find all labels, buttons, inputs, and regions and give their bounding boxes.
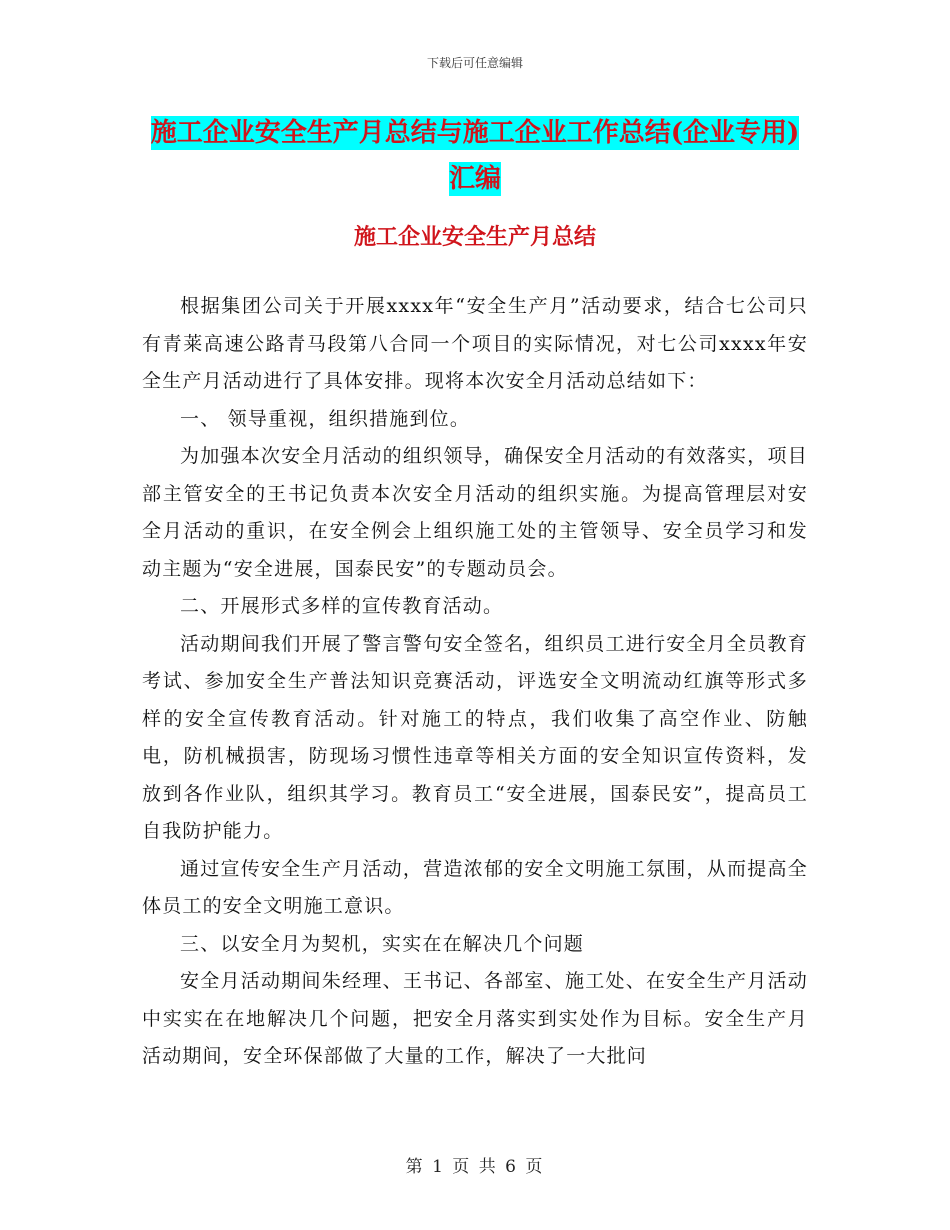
paragraph: 三、以安全月为契机，实实在在解决几个问题	[180, 932, 585, 955]
paragraph: 为加强本次安全月活动的组织领导，确保安全月活动的有效落实，项目部主管安全的王书记负责本次安全月活动的组织实施。为提高管理层对安全月活动的重识，在安全例会上组织施工处的主管领导、安全员学习和发动主题为“安全进展，国泰民安”的专题动员会。	[142, 445, 808, 580]
paragraph: 安全月活动期间朱经理、王书记、各部室、施工处、在安全生产月活动中实实在在地解决几个问题，把安全月落实到实处作为目标。安全生产月活动期间，安全环保部做了大量的工作，解决了一大批问	[142, 970, 808, 1067]
page-number: 第 1 页 共 6 页	[405, 1157, 545, 1177]
document-title	[140, 110, 810, 202]
paragraph: 活动期间我们开展了警言警句安全签名，组织员工进行安全月全员教育考试、参加安全生产普法知识竞赛活动，评选安全文明流动红旗等形式多样的安全宣传教育活动。针对施工的特点，我们收集了高空作业、防触电，防机械损害，防现场习惯性违章等相关方面的安全知识宣传资料，发放到各作业队，组织其学习。教育员工“安全进展，国泰民安”，提高员工自我防护能力。	[142, 632, 808, 842]
paragraph: 通过宣传安全生产月活动，营造浓郁的安全文明施工氛围，从而提高全体员工的安全文明施工意识。	[142, 857, 808, 917]
paragraph: 二、开展形式多样的宣传教育活动。	[180, 595, 504, 617]
section-title: 施工企业安全生产月总结	[353, 224, 596, 250]
paragraph: 一、 领导重视，组织措施到位。	[180, 407, 471, 430]
document-body	[142, 288, 808, 1076]
header-note: 下载后可任意编辑	[426, 56, 523, 70]
paragraph: 根据集团公司关于开展xxxx年“安全生产月”活动要求，结合七公司只有青莱高速公路青马段第八合同一个项目的实际情况，对七公司xxxx年安全生产月活动进行了具体安排。现将本次安全月活动总结如下：	[142, 295, 808, 392]
document-title-text: 施工企业安全生产月总结与施工企业工作总结(企业专用)汇编	[150, 118, 800, 194]
